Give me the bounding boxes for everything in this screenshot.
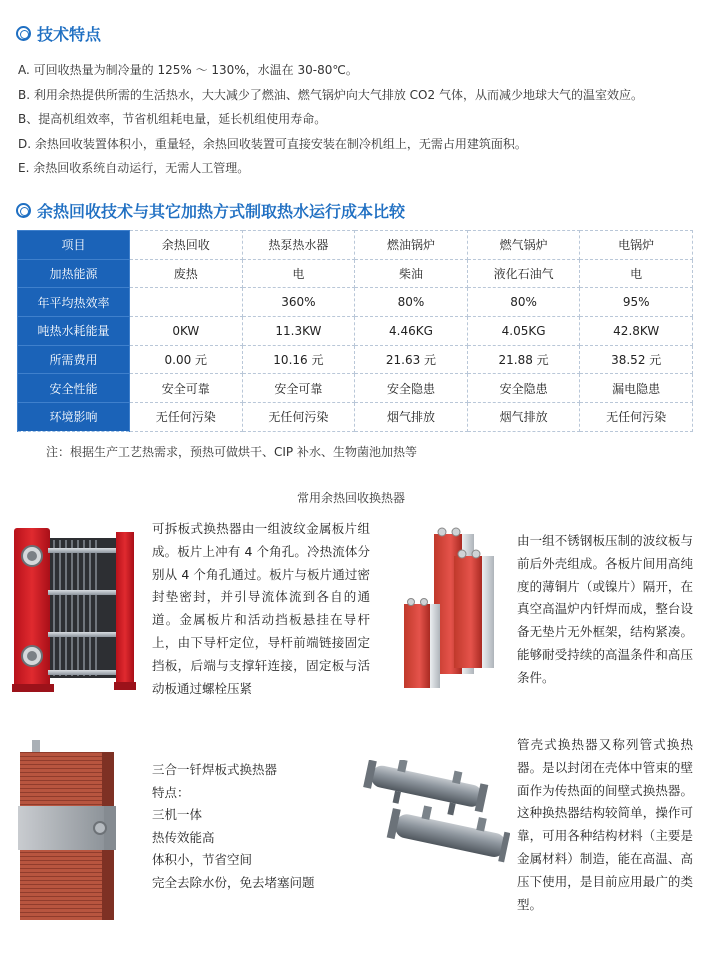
table-header-cell: 热泵热水器 <box>242 231 355 260</box>
three-in-one-line: 特点： <box>152 784 190 800</box>
table-cell: 电 <box>580 259 693 288</box>
table-cell: 烟气排放 <box>467 403 580 432</box>
feature-item: D. 余热回收装置体积小，重量轻，余热回收装置可直接安装在制冷机组上，无需占用建筑面积。 <box>18 136 527 151</box>
table-cell: 4.05KG <box>467 317 580 346</box>
feature-item: E. 余热回收系统自动运行，无需人工管理。 <box>18 161 250 175</box>
table-cell <box>130 288 243 317</box>
table-row <box>18 345 693 374</box>
table-cell: 11.3KW <box>242 317 355 346</box>
table-header-cell: 燃气锅炉 <box>467 231 580 260</box>
brazed-exchanger-description: 由一组不锈钢板压制的波纹板与前后外壳组成。各板片间用高纯度的薄铜片（或镍片）隔开，在真空高温炉内钎焊而成，整台设备无垫片无外框架，结构紧凑。能够耐受持续的高温条件和高压条件。 <box>517 533 693 685</box>
table-header-cell: 电锅炉 <box>580 231 693 260</box>
table-header-cell: 燃油锅炉 <box>355 231 468 260</box>
row-label: 环境影响 <box>18 403 130 432</box>
plate-exchanger-description: 可拆板式换热器由一组波纹金属板片组成。板片上冲有 4 个角孔。冷热流体分别从 4 个角孔通过。板片与板片通过密封垫密封，并引导流体流到各自的通道。金属板片和活动挡板悬挂在导杆上，由下导杆定位，导杆前端链接固定挡板，后端与支撑轩连接，固定板与活动板通过螺栓压紧 <box>152 521 370 696</box>
table-cell: 80% <box>355 288 468 317</box>
row-label: 年平均热效率 <box>18 288 130 317</box>
table-cell: 安全隐患 <box>355 374 468 403</box>
row-label: 加热能源 <box>18 259 130 288</box>
table-cell: 10.16 元 <box>242 345 355 374</box>
feature-item: B. 利用余热提供所需的生活热水，大大减少了燃油、燃气锅炉向大气排放 CO2 气体，从而减少地球大气的温室效应。 <box>18 87 643 102</box>
table-header-row <box>18 231 693 260</box>
section-title-comparison <box>16 199 405 222</box>
table-header-cell: 项目 <box>18 231 130 260</box>
cost-comparison-table <box>17 230 693 432</box>
table-cell: 0.00 元 <box>130 345 243 374</box>
table-row <box>18 288 693 317</box>
row-label: 安全性能 <box>18 374 130 403</box>
table-cell: 烟气排放 <box>355 403 468 432</box>
three-in-one-description <box>152 759 342 895</box>
table-cell: 液化石油气 <box>467 259 580 288</box>
shell-and-tube-exchanger-image <box>360 760 510 870</box>
three-in-one-line: 三机一体 <box>152 807 203 823</box>
plate-heat-exchanger-image <box>12 524 138 694</box>
table-cell: 废热 <box>130 259 243 288</box>
feature-item: B、提高机组效率，节省机组耗电量，延长机组使用寿命。 <box>18 112 327 126</box>
section-title-text: 余热回收技术与其它加热方式制取热水运行成本比较 <box>37 202 406 221</box>
three-in-one-line: 三合一钎焊板式换热器 <box>152 762 278 777</box>
three-in-one-line: 体积小，节省空间 <box>152 852 253 868</box>
table-cell: 无任何污染 <box>242 403 355 432</box>
table-cell: 80% <box>467 288 580 317</box>
exchanger-caption: 常用余热回收换热器 <box>296 491 405 505</box>
three-in-one-exchanger-image <box>14 736 122 924</box>
table-cell: 无任何污染 <box>580 403 693 432</box>
section-title-features <box>16 22 101 45</box>
table-row <box>18 403 693 432</box>
table-cell: 21.88 元 <box>467 345 580 374</box>
brazed-plate-exchanger-image <box>398 526 502 694</box>
footnote: 注：根据生产工艺热需求，预热可做烘干、CIP 补水、生物菌池加热等 <box>46 445 417 459</box>
three-in-one-line: 热传效能高 <box>152 829 215 845</box>
table-cell: 21.63 元 <box>355 345 468 374</box>
circle-bullet-icon <box>16 203 31 218</box>
table-row <box>18 259 693 288</box>
table-cell: 0KW <box>130 317 243 346</box>
section-title-text: 技术特点 <box>37 25 102 44</box>
feature-item: A. 可回收热量为制冷量的 125% ～ 130%，水温在 30-80℃。 <box>18 63 358 77</box>
table-cell: 4.46KG <box>355 317 468 346</box>
table-cell: 42.8KW <box>580 317 693 346</box>
three-in-one-line: 完全去除水份，免去堵塞问题 <box>152 874 315 890</box>
table-cell: 95% <box>580 288 693 317</box>
table-cell: 安全隐患 <box>467 374 580 403</box>
table-cell: 电 <box>242 259 355 288</box>
table-cell: 安全可靠 <box>242 374 355 403</box>
table-cell: 38.52 元 <box>580 345 693 374</box>
table-cell: 漏电隐患 <box>580 374 693 403</box>
table-cell: 柴油 <box>355 259 468 288</box>
table-row <box>18 374 693 403</box>
feature-list <box>18 58 698 181</box>
row-label: 所需费用 <box>18 345 130 374</box>
shell-tube-description: 管壳式换热器又称列管式换热器。是以封闭在壳体中管束的壁面作为传热面的间壁式换热器。这种换热器结构较简单，操作可靠，可用各种结构材料（主要是金属材料）制造，能在高温、高压下使用，是目前应用最广的类型。 <box>517 737 693 912</box>
row-label: 吨热水耗能量 <box>18 317 130 346</box>
table-cell: 360% <box>242 288 355 317</box>
table-row <box>18 317 693 346</box>
table-header-cell: 余热回收 <box>130 231 243 260</box>
table-cell: 安全可靠 <box>130 374 243 403</box>
circle-bullet-icon <box>16 26 31 41</box>
table-cell: 无任何污染 <box>130 403 243 432</box>
